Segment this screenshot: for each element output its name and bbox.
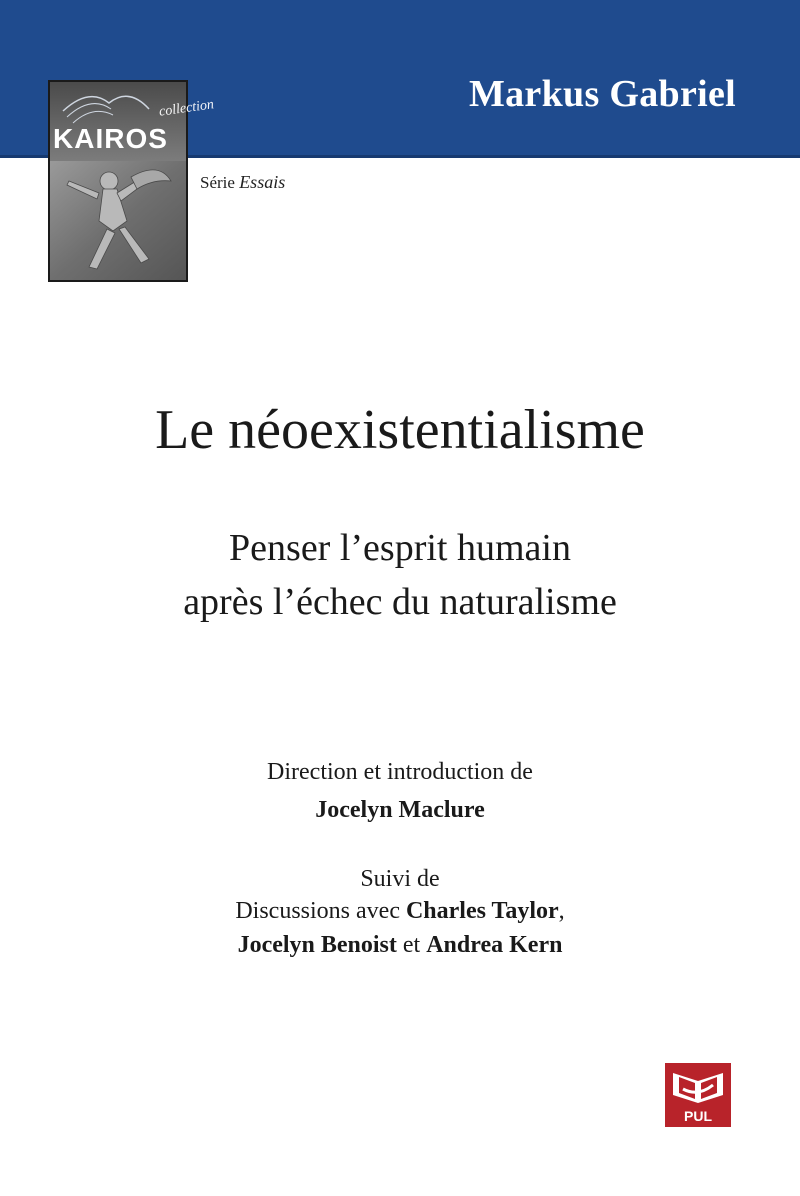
subtitle-line-1: Penser l’esprit humain xyxy=(229,527,571,569)
author-name: Markus Gabriel xyxy=(468,73,736,115)
discussant-separator: , xyxy=(558,898,565,924)
director-line xyxy=(0,797,800,824)
collection-label: collection xyxy=(158,97,215,120)
subtitle-line-2: après l’échec du naturalisme xyxy=(183,581,617,623)
series-line xyxy=(200,172,285,193)
series-prefix: Série xyxy=(200,173,235,192)
direction-intro: Direction et introduction de xyxy=(267,759,533,785)
discussions-prefix: Discussions avec xyxy=(235,898,400,924)
discussions-line-1 xyxy=(0,898,800,925)
series-name: Essais xyxy=(239,172,286,192)
discussant-3: Andrea Kern xyxy=(426,932,563,958)
collection-name: KAIROS xyxy=(53,123,168,154)
discussant-1: Charles Taylor xyxy=(405,898,559,924)
discussions-line-2 xyxy=(0,932,800,959)
discussant-2: Jocelyn Benoist xyxy=(237,932,397,958)
director-name: Jocelyn Maclure xyxy=(315,797,485,823)
book-title: Le néoexistentialisme xyxy=(155,399,645,461)
collection-logo-box xyxy=(48,80,215,282)
pul-publisher-logo-icon xyxy=(665,1063,731,1127)
suivi-de: Suivi de xyxy=(360,866,440,892)
pul-logo-text: PUL xyxy=(684,1108,712,1124)
and-word: et xyxy=(402,932,421,958)
